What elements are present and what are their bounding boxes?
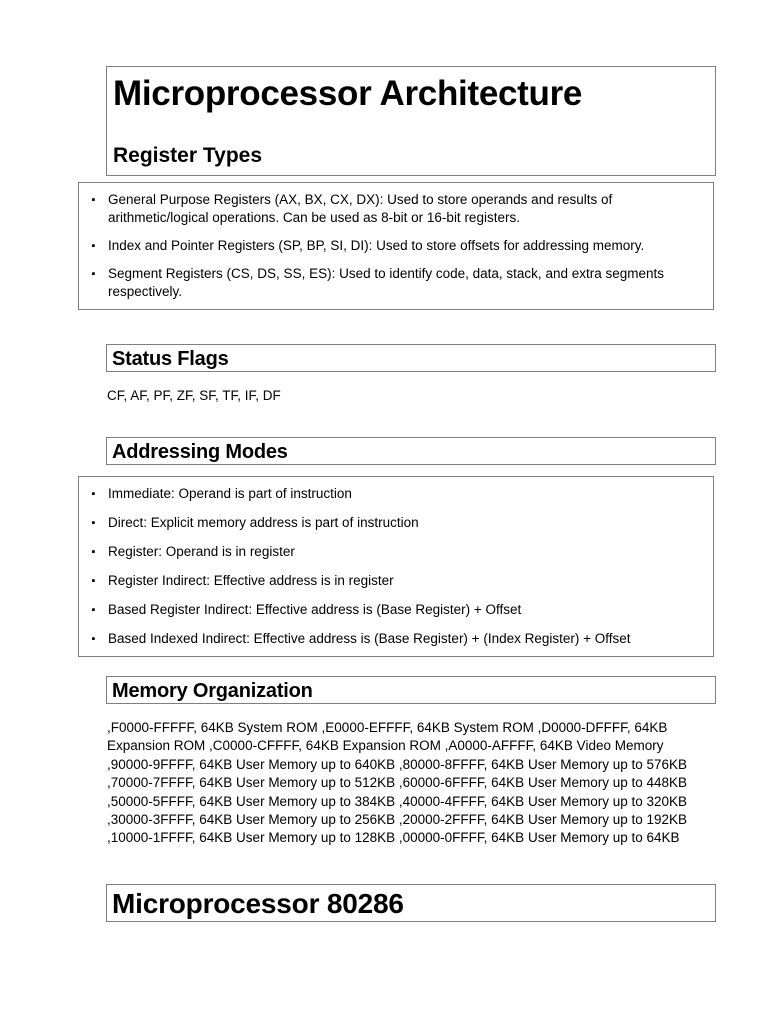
list-item: [79, 237, 703, 255]
register-types-list: [78, 182, 714, 310]
list-item-text: General Purpose Registers (AX, BX, CX, DX): Used to store operands and results of arithmetic/logical operations. Can be used as 8-bit or 16-bit registers.: [108, 192, 613, 225]
addressing-modes-list: [78, 476, 714, 657]
list-item: [79, 514, 703, 532]
status-flags-text: CF, AF, PF, ZF, SF, TF, IF, DF: [107, 388, 281, 403]
bullet-icon: ▪: [91, 268, 96, 280]
bullet-icon: ▪: [91, 604, 96, 616]
document-title-block: [106, 66, 716, 176]
list-item-text: Based Register Indirect: Effective address is (Base Register) + Offset: [108, 602, 522, 617]
list-item: [79, 485, 703, 503]
next-topic-heading-box: [106, 884, 716, 922]
bullet-icon: ▪: [91, 240, 96, 252]
bullet-icon: ▪: [91, 194, 96, 206]
register-types-heading: Register Types: [113, 144, 262, 167]
memory-organization-heading: Memory Organization: [112, 680, 313, 702]
list-item-text: Index and Pointer Registers (SP, BP, SI, DI): Used to store offsets for addressing memory.: [108, 238, 645, 253]
memory-organization-text: ,F0000-FFFFF, 64KB System ROM ,E0000-EFFFF, 64KB System ROM ,D0000-DFFFF, 64KB Expansion ROM ,C0000-CFFFF, 64KB Expansion ROM ,A0000-AFFFF, 64KB Video Memory ,90000-9FFFF, 64KB User Memory up to 640KB ,80000-8FFFF, 64KB User Memory up to 576KB ,70000-7FFFF, 64KB User Memory up to 512KB ,60000-6FFFF, 64KB User Memory up to 448KB ,50000-5FFFF, 64KB User Memory up to 384KB ,40000-4FFFF, 64KB User Memory up to 320KB ,30000-3FFFF, 64KB User Memory up to 256KB ,20000-2FFFF, 64KB User Memory up to 192KB ,10000-1FFFF, 64KB User Memory up to 128KB ,00000-0FFFF, 64KB User Memory up to 64KB: [107, 720, 688, 846]
page-title: Microprocessor Architecture: [113, 74, 583, 113]
list-item-text: Register Indirect: Effective address is in register: [108, 573, 394, 588]
list-item-text: Immediate: Operand is part of instruction: [108, 486, 352, 501]
status-flags-heading-box: [106, 344, 716, 372]
list-item: [79, 265, 703, 301]
bullet-icon: ▪: [91, 575, 96, 587]
bullet-icon: ▪: [91, 633, 96, 645]
list-item-text: Direct: Explicit memory address is part of instruction: [108, 515, 419, 530]
bullet-icon: ▪: [91, 546, 96, 558]
list-item-text: Register: Operand is in register: [108, 544, 295, 559]
list-item: [79, 191, 703, 227]
list-item: [79, 572, 703, 590]
memory-organization-heading-box: [106, 676, 716, 704]
bullet-icon: ▪: [91, 517, 96, 529]
list-item: [79, 630, 703, 648]
next-topic-heading: Microprocessor 80286: [112, 888, 404, 919]
addressing-modes-heading: Addressing Modes: [112, 441, 288, 463]
addressing-modes-heading-box: [106, 437, 716, 465]
list-item: [79, 543, 703, 561]
list-item: [79, 601, 703, 619]
status-flags-heading: Status Flags: [112, 348, 229, 370]
list-item-text: Based Indexed Indirect: Effective address is (Base Register) + (Index Register) + Offset: [108, 631, 631, 646]
list-item-text: Segment Registers (CS, DS, SS, ES): Used to identify code, data, stack, and extra segments respectively.: [108, 266, 665, 299]
bullet-icon: ▪: [91, 488, 96, 500]
